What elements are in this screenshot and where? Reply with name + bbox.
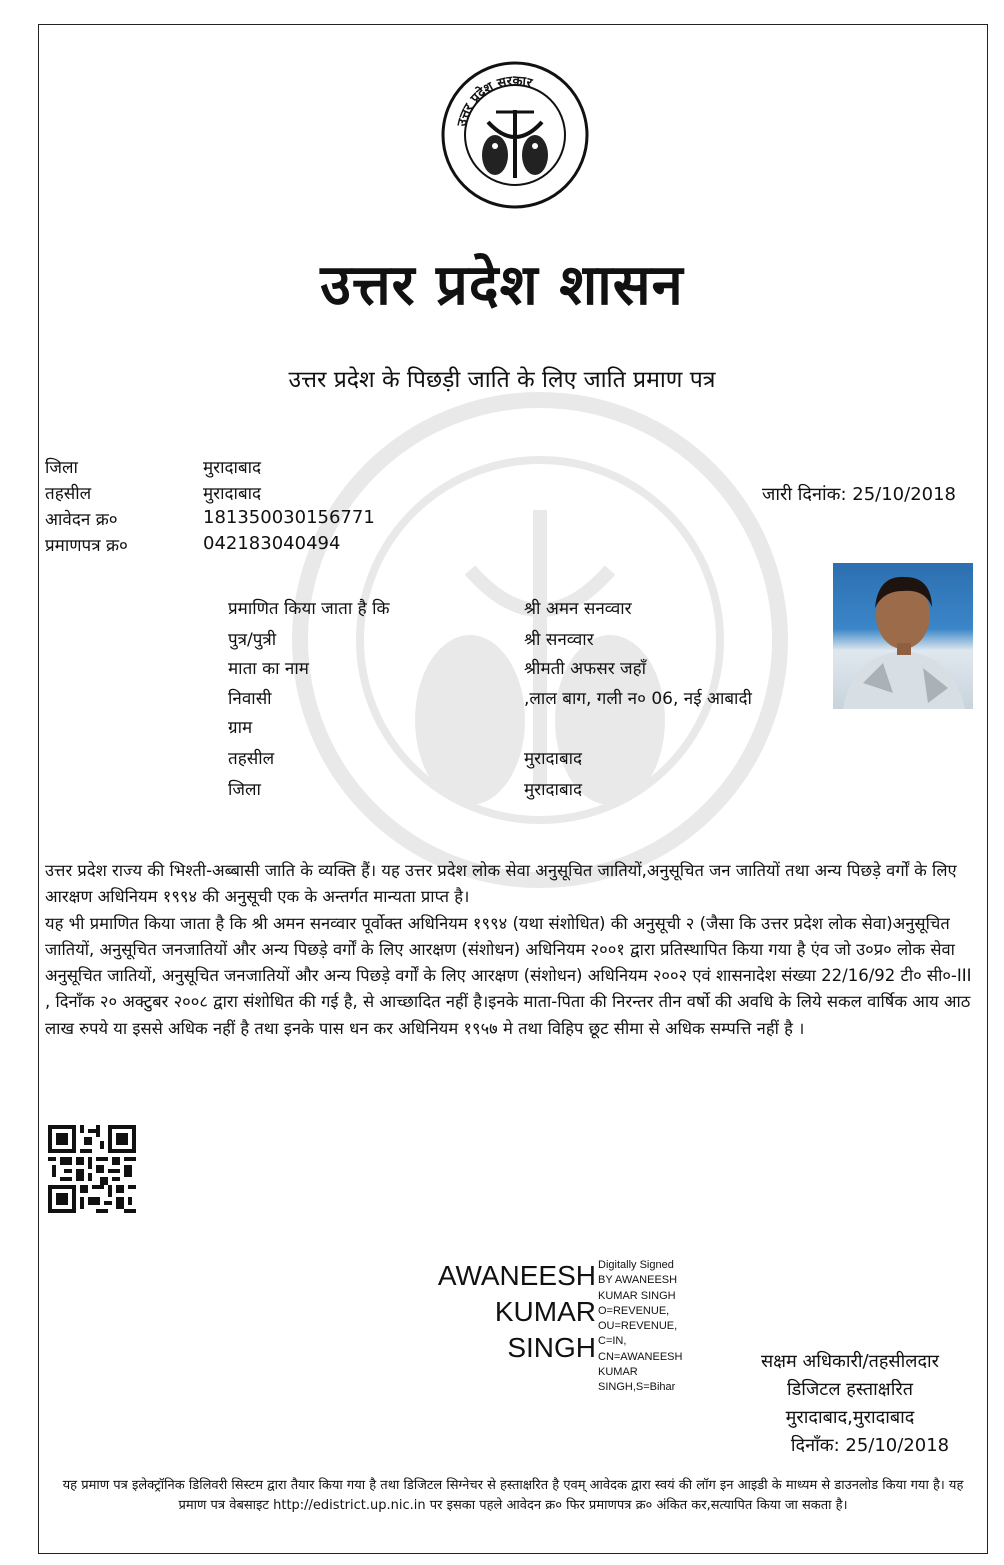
emblem-text: उत्तर प्रदेश सरकार: [454, 73, 534, 128]
qr-code-icon: [48, 1124, 136, 1214]
page-subtitle: उत्तर प्रदेश के पिछड़ी जाति के लिए जाति प्रमाण पत्र: [288, 367, 716, 393]
officer-location: मुरादाबाद,मुरादाबाद: [785, 1407, 915, 1428]
detail-value: श्री अमन सनव्वार: [524, 599, 632, 619]
detail-value: श्री सनव्वार: [524, 630, 594, 650]
issuing-officer: [720, 1348, 980, 1460]
officer-signed-text: डिजिटल हस्ताक्षरित: [787, 1379, 913, 1400]
meta-label: प्रमाणपत्र क्र०: [45, 536, 128, 556]
detail-value: मुरादाबाद: [524, 780, 583, 800]
detail-value: ,लाल बाग, गली न० 06, नई आबादी: [524, 689, 752, 709]
signature-info-line: C=IN,: [598, 1335, 627, 1348]
meta-value: 181350030156771: [203, 507, 375, 528]
officer-date: [720, 1432, 980, 1460]
signer-name-line: SINGH: [507, 1332, 596, 1363]
digital-signature-info: [598, 1258, 708, 1396]
footer-note: यह प्रमाण पत्र इलेक्ट्रॉनिक डिलिवरी सिस्टम द्वारा तैयार किया गया है तथा डिजिटल सिग्नेचर से हस्ताक्षरित है एवम् आवेदक द्वारा स्वयं की लॉग इन आइडी के माध्यम से डाउनलोड किया गया है। यह प्रमाण पत्र वेबसाइट http://edistrict.up.nic.in पर इसका पहले आवेदन क्र० फिर प्रमाणपत्र क्र० अंकित कर,सत्यापित किया जा सकता है।: [62, 1478, 964, 1513]
signature-info-line: BY AWANEESH: [598, 1274, 678, 1287]
detail-value: श्रीमती अफसर जहाँ: [524, 659, 647, 679]
detail-label: जिला: [228, 780, 261, 800]
signature-info-line: KUMAR: [598, 1366, 638, 1379]
issue-date-label: जारी दिनांक:: [762, 484, 847, 505]
meta-value: मुरादाबाद: [203, 484, 262, 504]
detail-label: ग्राम: [228, 718, 253, 738]
meta-value: मुरादाबाद: [203, 458, 262, 478]
meta-label: जिला: [45, 458, 78, 478]
officer-designation: सक्षम अधिकारी/तहसीलदार: [760, 1351, 940, 1372]
detail-value: मुरादाबाद: [524, 749, 583, 769]
meta-label: तहसील: [45, 484, 92, 504]
signature-info-line: OU=REVENUE,: [598, 1320, 678, 1333]
signature-info-line: Digitally Signed: [598, 1259, 674, 1271]
person-photo-icon: [833, 563, 973, 709]
meta-label: आवेदन क्र०: [45, 510, 118, 530]
signature-info-line: KUMAR SINGH: [598, 1289, 676, 1302]
issue-date-value: 25/10/2018: [852, 484, 957, 505]
officer-date-label: दिनाँक:: [790, 1435, 840, 1456]
signature-info-line: SINGH,S=Bihar: [598, 1381, 676, 1394]
signer-name-line: KUMAR: [494, 1296, 596, 1327]
body-paragraph-2: यह भी प्रमाणित किया जाता है कि श्री अमन सनव्वार पूर्वोक्त अधिनियम १९९४ (यथा संशोधित) की अनुसूची २ (जैसा कि उत्तर प्रदेश लोक सेवा)अनुसूचित जातियों, अनुसूचित जनजातियों और अन्य पिछड़े वर्गों के लिए आरक्षण (संशोधन) अधिनियम २००१ द्वारा प्रतिस्थापित किया गया है एंव जो उ०प्र० लोक सेवा अनुसूचित जातियों, अनुसूचित जनजातियों और अन्य पिछड़े वर्गों के लिए आरक्षण (संशोधन) अधिनियम २००२ एवं शासनादेश संख्या 22/16/92 टी० सी०-III , दिनाँक २० अक्टुबर २००८ द्वारा संशोधित की गई है, से आच्छादित नहीं है।इनके माता-पिता की निरन्तर तीन वर्षो की अवधि के लिये सकल वार्षिक आय आठ लाख रुपये या इससे अधिक नहीं है तथा इनके पास धन कर अधिनियम १९५७ मे तथा विहिप छूट सीमा से अधिक सम्पत्ति नहीं है ।: [45, 913, 972, 1038]
officer-date-value: 25/10/2018: [845, 1435, 950, 1456]
certificate-body: [45, 858, 975, 1042]
body-paragraph-1: उत्तर प्रदेश राज्य की भिश्ती-अब्बासी जाति के व्यक्ति हैं। यह उत्तर प्रदेश लोक सेवा अनुसूचित जातियों,अनुसूचित जन जातियों तथा अन्य पिछड़े वर्गों के लिए आरक्षण अधिनियम १९९४ की अनुसूची एक के अन्तर्गत मान्यता प्राप्त है।: [45, 861, 957, 907]
signature-info-line: CN=AWANEESH: [598, 1350, 683, 1363]
detail-label: प्रमाणित किया जाता है कि: [228, 599, 390, 619]
meta-value: 042183040494: [203, 533, 341, 554]
signature-info-line: O=REVENUE,: [598, 1304, 670, 1317]
detail-label: पुत्र/पुत्री: [228, 630, 277, 650]
detail-label: निवासी: [228, 689, 272, 709]
applicant-photo: [833, 563, 973, 709]
signer-name: [408, 1258, 596, 1366]
detail-label: माता का नाम: [228, 659, 309, 679]
up-government-emblem-icon: [440, 60, 590, 210]
detail-label: तहसील: [228, 749, 275, 769]
page-title: उत्तर प्रदेश शासन: [320, 252, 684, 318]
issue-date: [762, 482, 956, 506]
signer-name-line: AWANEESH: [437, 1260, 596, 1291]
